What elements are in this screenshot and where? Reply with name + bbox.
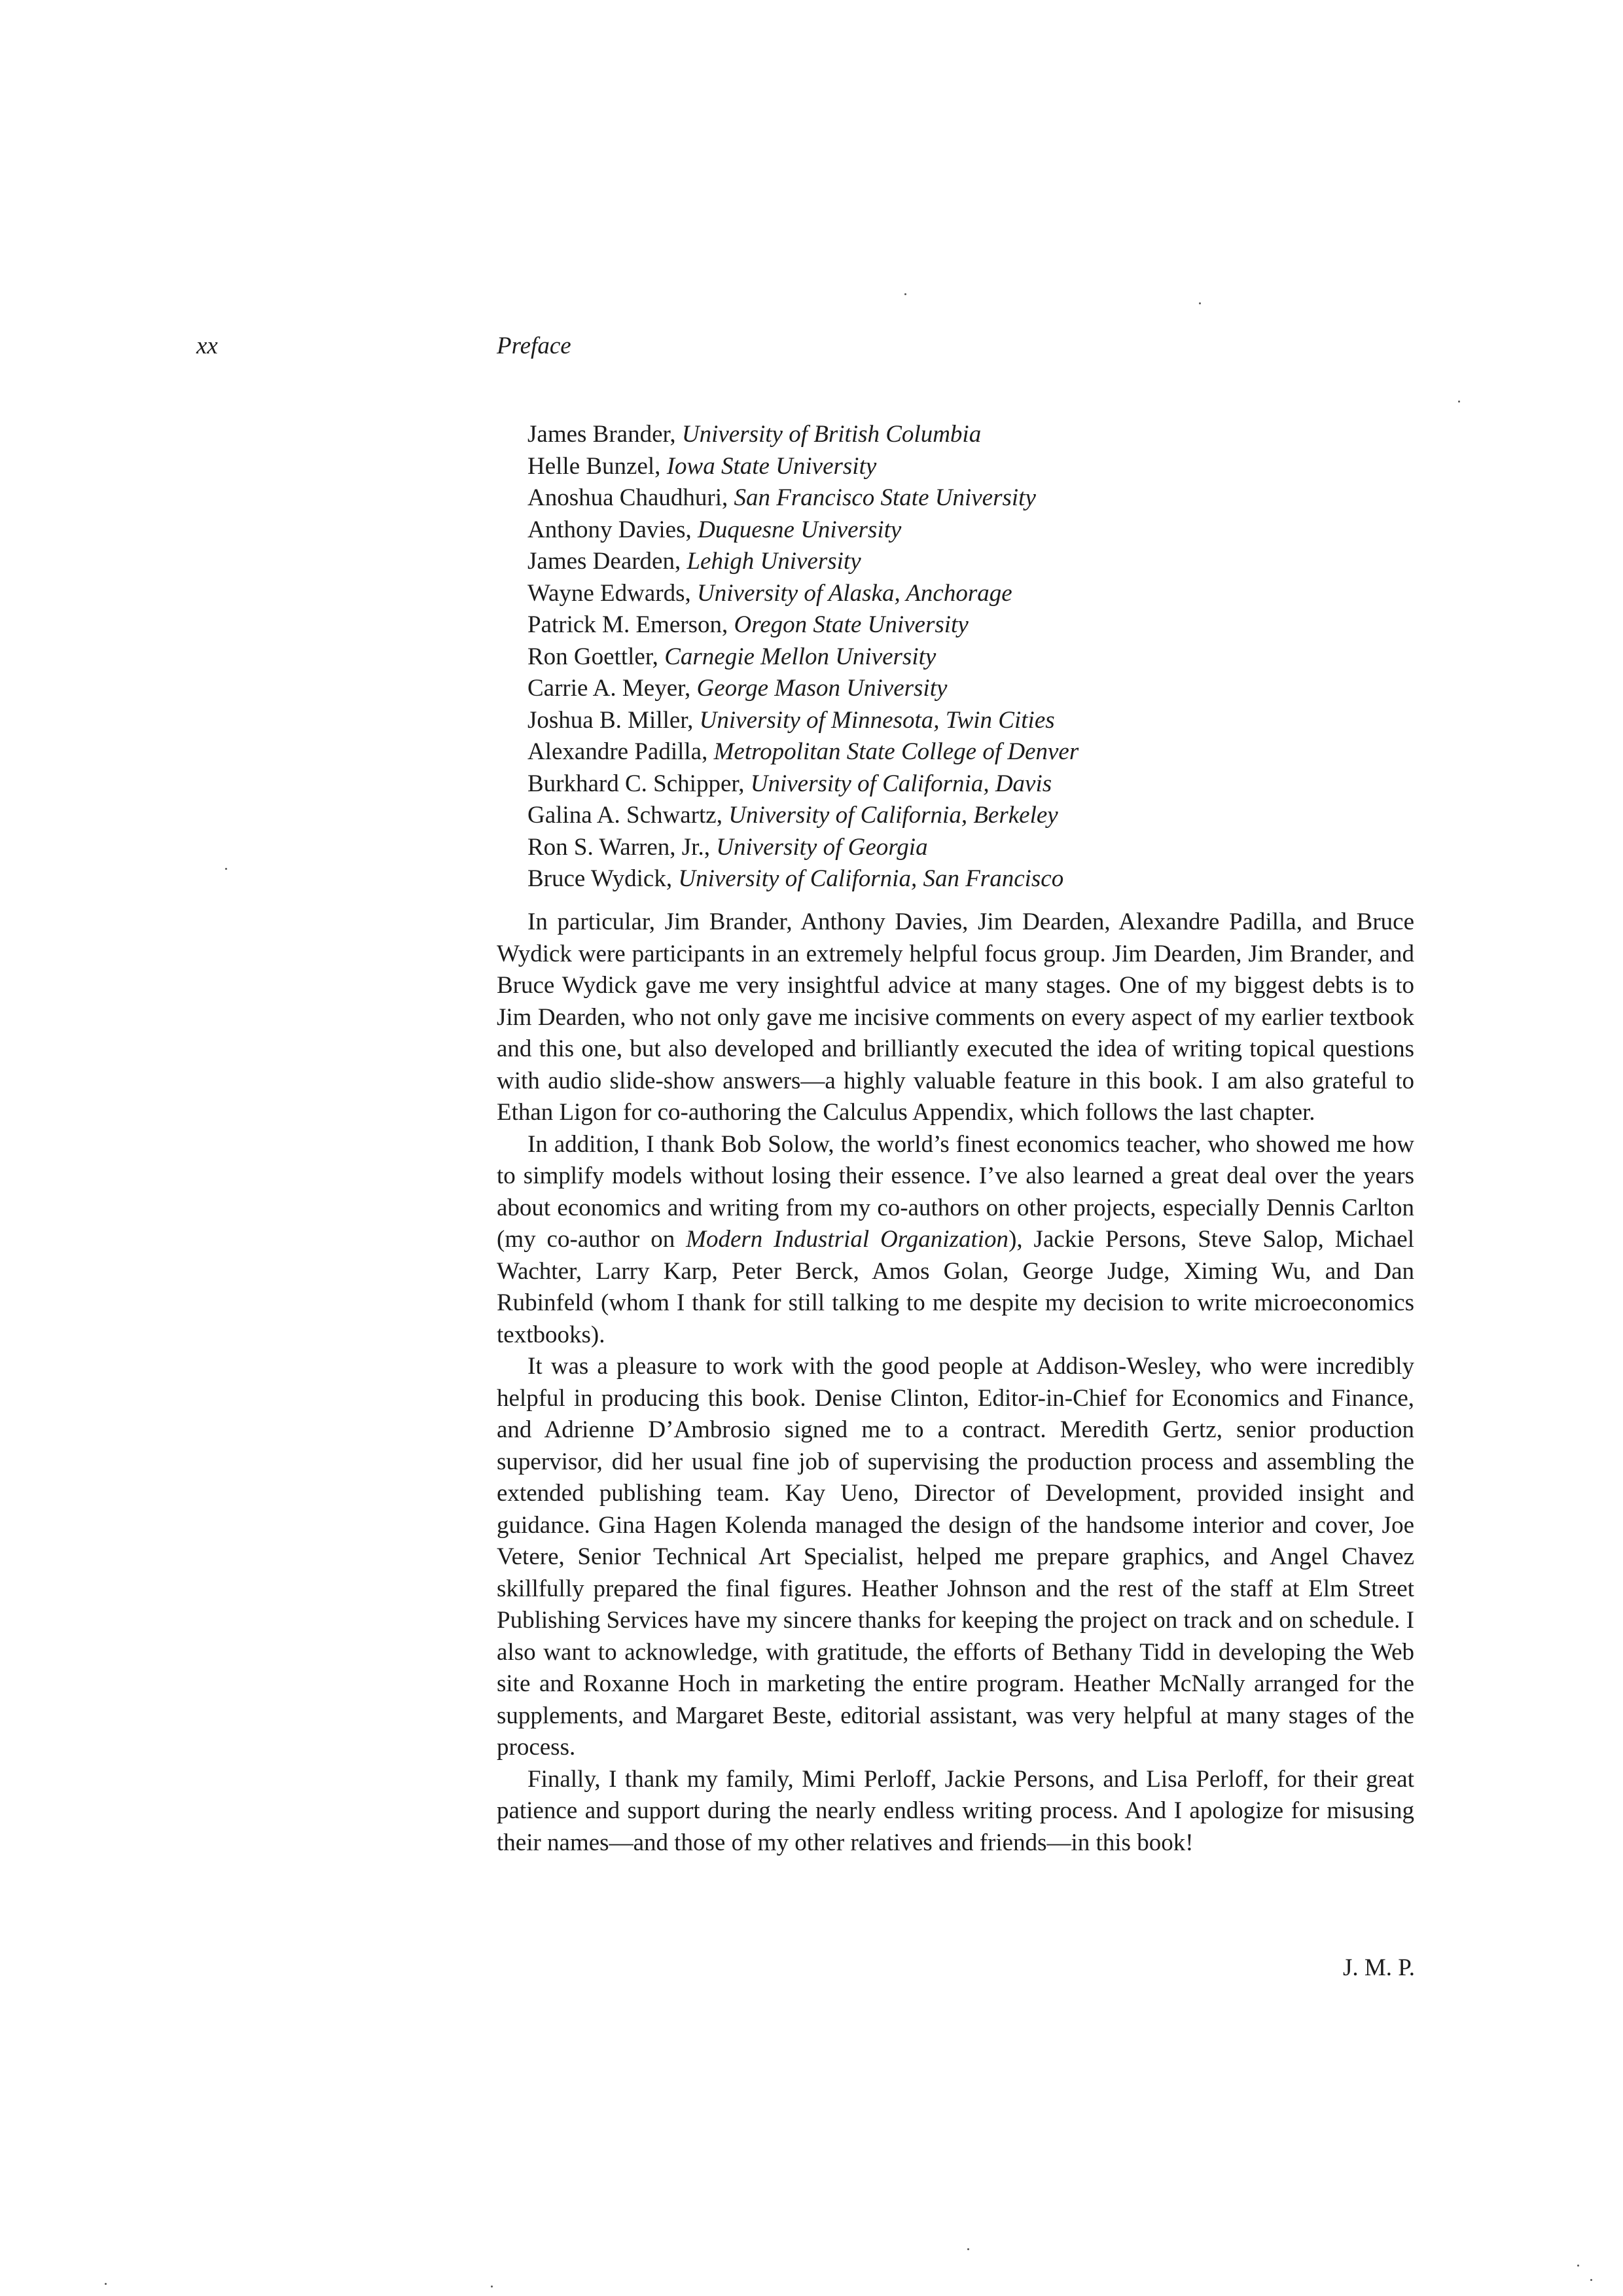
reviewer-item — [527, 578, 1444, 610]
paragraph-publisher: It was a pleasure to work with the good people at Addison-Wesley, who were incredibly helpful in producing this book. Denise Clinton, Editor-in-Chief for Economics and Finance, and Adrienne D’Ambrosio signed me to a contract. Meredith Gertz, senior production supervisor, did her usual fine job of supervising the production process and assembling the extended publishing team. Kay Ueno, Director of Development, provided insight and guidance. Gina Hagen Kolenda managed the design of the handsome interior and cover, Joe Vetere, Senior Technical Art Specialist, helped me prepare graphics, and Angel Chavez skillfully prepared the final figures. Heather Johnson and the rest of the staff at Elm Street Publishing Services have my sincere thanks for keeping the project on track and on schedule. I also want to acknowledge, with gratitude, the efforts of Bethany Tidd in developing the Web site and Roxanne Hoch in marketing the entire program. Heather McNally arranged for the supplements, and Margaret Beste, editorial assistant, was very helpful at many stages of the process. — [497, 1353, 1414, 1761]
reviewer-name: Ron Goettler, — [527, 643, 665, 670]
reviewer-item — [527, 863, 1444, 895]
page-number: xx — [196, 332, 218, 359]
scan-speck — [1577, 2265, 1579, 2267]
reviewer-affiliation: University of Minnesota, Twin Cities — [699, 706, 1055, 734]
scan-speck — [491, 2286, 493, 2287]
reviewer-item — [527, 768, 1444, 800]
reviewer-affiliation: University of California, Berkeley — [728, 802, 1058, 829]
reviewer-item — [527, 419, 1444, 451]
reviewer-affiliation: San Francisco State University — [734, 484, 1036, 511]
scan-speck — [904, 293, 906, 295]
reviewer-name: Patrick M. Emerson, — [527, 611, 734, 638]
reviewer-item — [527, 705, 1444, 737]
paragraph-mentors-before: In addition, I thank Bob Solow, the world’s finest economics teacher, who showed me how to simplify models without losing their essence. I’ve also learned a great deal over the years about economics and writing from my co-authors on other projects, especially Dennis Carlton (my co-author on — [497, 1130, 1414, 1253]
reviewer-affiliation: University of Alaska, Anchorage — [697, 579, 1012, 607]
reviewer-name: Carrie A. Meyer, — [527, 675, 697, 702]
reviewer-affiliation: University of California, Davis — [750, 770, 1052, 797]
reviewer-affiliation: University of British Columbia — [681, 421, 982, 448]
reviewer-name: Helle Bunzel, — [527, 452, 667, 480]
reviewer-affiliation: Duquesne University — [698, 516, 902, 543]
reviewer-affiliation: Lehigh University — [687, 548, 861, 575]
reviewer-name: Alexandre Padilla, — [527, 738, 714, 765]
reviewer-affiliation: Oregon State University — [734, 611, 969, 638]
author-signature: J. M. P. — [1342, 1954, 1415, 1981]
running-head: Preface — [497, 332, 571, 359]
reviewer-name: James Brander, — [527, 421, 682, 448]
scan-speck — [1590, 2279, 1592, 2281]
reviewer-list — [527, 419, 1444, 895]
reviewer-affiliation: University of California, San Francisco — [678, 865, 1064, 892]
reviewer-name: Joshua B. Miller, — [527, 706, 700, 734]
paragraph-mentors — [497, 1129, 1414, 1352]
reviewer-item — [527, 800, 1444, 832]
scan-speck — [225, 868, 227, 870]
reviewer-item — [527, 546, 1444, 578]
reviewer-item — [527, 609, 1444, 641]
book-title: Modern Industrial Organization — [686, 1226, 1009, 1253]
reviewer-name: Ron S. Warren, Jr., — [527, 833, 717, 861]
paragraph-family: Finally, I thank my family, Mimi Perloff, Jackie Persons, and Lisa Perloff, for their great patience and support during the nearly endless writing process. And I apologize for misusing their names—and those of my other relatives and friends—in this book! — [497, 1765, 1414, 1856]
reviewer-item — [527, 832, 1444, 864]
reviewer-affiliation: George Mason University — [696, 675, 948, 702]
paragraph-mentors-after: ), Jackie Persons, Steve Salop, Michael Wachter, Larry Karp, Peter Berck, Amos Golan, George Judge, Ximing Wu, and Dan Rubinfeld (whom I thank for still talking to me despite my decision to write microeconomics textbooks). — [497, 1226, 1414, 1348]
reviewer-name: Anthony Davies, — [527, 516, 698, 543]
reviewer-item — [527, 641, 1444, 673]
reviewer-item — [527, 451, 1444, 483]
reviewer-affiliation: Iowa State University — [666, 452, 877, 480]
reviewer-affiliation: Carnegie Mellon University — [664, 643, 936, 670]
reviewer-name: Bruce Wydick, — [527, 865, 679, 892]
reviewer-item — [527, 482, 1444, 514]
reviewer-name: Galina A. Schwartz, — [527, 802, 729, 829]
body-text — [497, 906, 1414, 1859]
scan-speck — [105, 2283, 107, 2285]
reviewer-name: Wayne Edwards, — [527, 579, 698, 607]
reviewer-affiliation: University of Georgia — [716, 833, 928, 861]
reviewer-name: Burkhard C. Schipper, — [527, 770, 751, 797]
scan-speck — [967, 2248, 969, 2250]
reviewer-item — [527, 736, 1444, 768]
paragraph-focus-group: In particular, Jim Brander, Anthony Davies, Jim Dearden, Alexandre Padilla, and Bruce Wydick were participants in an extremely helpful focus group. Jim Dearden, Jim Brander, and Bruce Wydick gave me very insightful advice at many stages. One of my biggest debts is to Jim Dearden, who not only gave me incisive comments on every aspect of my earlier textbook and this one, but also developed and brilliantly executed the idea of writing topical questions with audio slide-show answers—a highly valuable feature in this book. I am also grateful to Ethan Ligon for co-authoring the Calculus Appendix, which follows the last chapter. — [497, 908, 1414, 1126]
reviewer-affiliation: Metropolitan State College of Denver — [713, 738, 1079, 765]
scan-speck — [1199, 302, 1201, 304]
reviewer-name: James Dearden, — [527, 548, 687, 575]
reviewer-name: Anoshua Chaudhuri, — [527, 484, 734, 511]
scan-speck — [1458, 401, 1460, 403]
reviewer-item — [527, 514, 1444, 547]
reviewer-item — [527, 673, 1444, 705]
